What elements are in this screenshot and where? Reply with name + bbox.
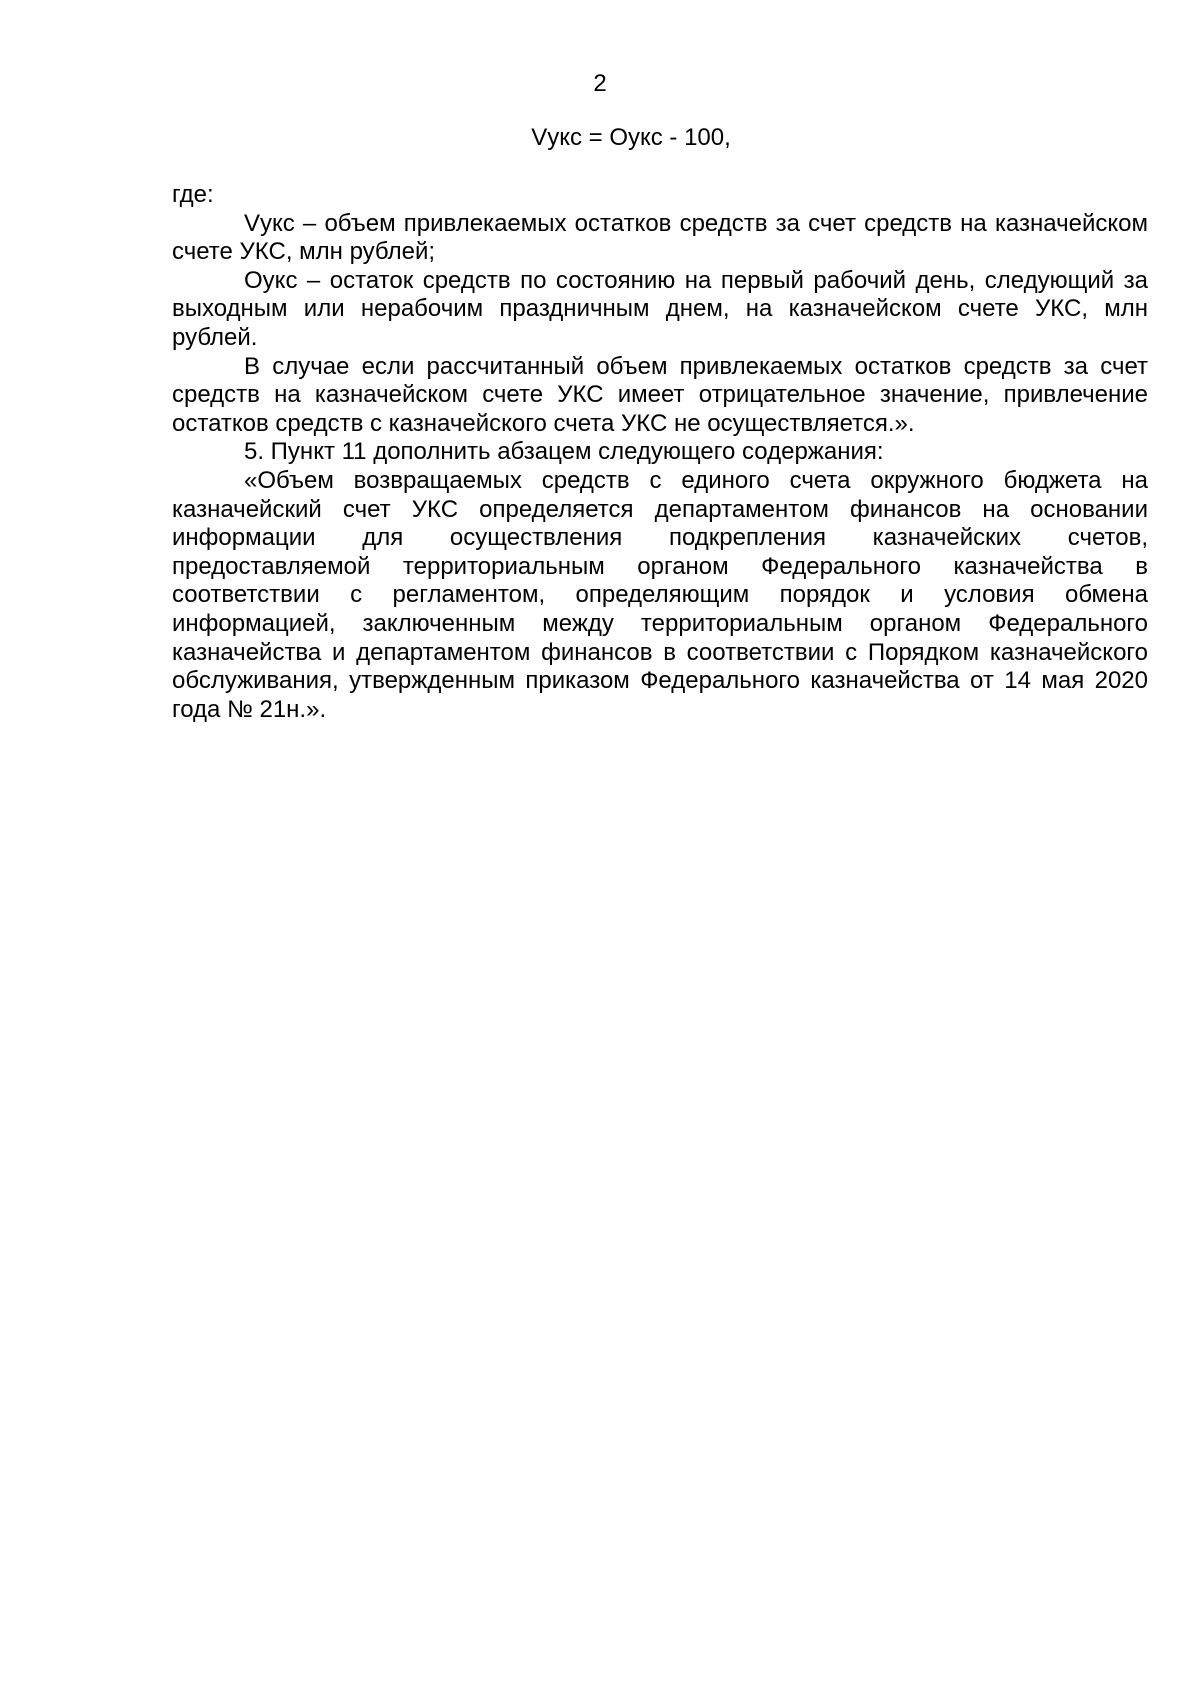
body-text: [172, 181, 1148, 724]
paragraph-ouks-definition: Оукс – остаток средств по состоянию на первый рабочий день, следующий за выходным или нерабочим праздничным днем, на казначейском счете УКС, млн рублей.: [172, 266, 1148, 351]
formula: Vукс = Оукс - 100,: [531, 124, 731, 151]
paragraph-item-5: 5. Пункт 11 дополнить абзацем следующего содержания:: [244, 438, 884, 466]
paragraph-where: где:: [172, 181, 214, 208]
paragraph-vuks-definition: Vукс – объем привлекаемых остатков средств за счет средств на казначейском счете УКС, млн рублей;: [172, 209, 1148, 266]
paragraph-returned-funds: «Объем возвращаемых средств с единого счета окружного бюджета на казначейский счет УКС определяется департаментом финансов на основании информации для осуществления подкрепления казначейских счетов, предоставляемой территориальным органом Федерального казначейства в соответствии с регламентом, определяющим порядок и условия обмена информацией, заключенным между территориальным органом Федерального казначейства и департаментом финансов в соответствии с Порядком казначейского обслуживания, утвержденным приказом Федерального казначейства от 14 мая 2020 года № 21н.».: [172, 466, 1148, 723]
paragraph-negative-value-rule: В случае если рассчитанный объем привлекаемых остатков средств за счет средств на казначейском счете УКС имеет отрицательное значение, привлечение остатков средств с казначейского счета УКС не осуществляется.».: [172, 352, 1148, 437]
page-number: 2: [593, 70, 607, 97]
